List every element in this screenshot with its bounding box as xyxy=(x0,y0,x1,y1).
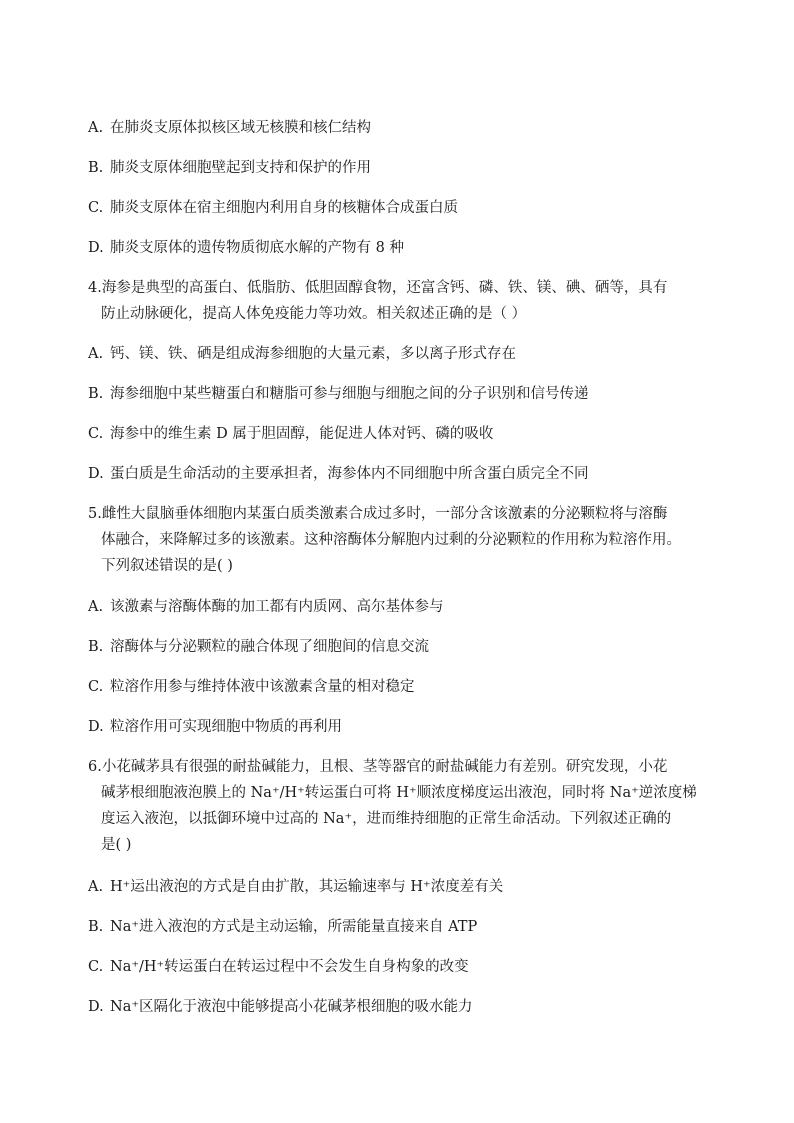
q4-stem-line2: 防止动脉硬化，提高人体免疫能力等功效。相关叙述正确的是（ ） xyxy=(101,306,527,322)
q5-option-c: C. 粒溶作用参与维持体液中该激素含量的相对稳定 xyxy=(88,679,415,695)
q3-option-d: D. 肺炎支原体的遗传物质彻底水解的产物有 8 种 xyxy=(88,240,404,256)
q4-stem-line1: 4.海参是典型的高蛋白、低脂肪、低胆固醇食物，还富含钙、磷、铁、镁、碘、硒等，具有 xyxy=(88,280,668,296)
q3-option-a: A. 在肺炎支原体拟核区域无核膜和核仁结构 xyxy=(88,120,371,136)
q4-option-c: C. 海参中的维生素 D 属于胆固醇，能促进人体对钙、磷的吸收 xyxy=(88,426,494,442)
q6-option-a: A. H⁺运出液泡的方式是自由扩散，其运输速率与 H⁺浓度差有关 xyxy=(88,879,504,895)
q5-option-a: A. 该激素与溶酶体酶的加工都有内质网、高尔基体参与 xyxy=(88,599,444,615)
q5-option-b: B. 溶酶体与分泌颗粒的融合体现了细胞间的信息交流 xyxy=(88,639,429,655)
q5-option-d: D. 粒溶作用可实现细胞中物质的再利用 xyxy=(88,719,342,735)
q6-option-c: C. Na⁺/H⁺转运蛋白在转运过程中不会发生自身构象的改变 xyxy=(88,959,469,975)
q5-stem-line1: 5.雌性大鼠脑垂体细胞内某蛋白质类激素合成过多时，一部分含该激素的分泌颗粒将与溶酶 xyxy=(88,506,668,522)
q4-option-b: B. 海参细胞中某些糖蛋白和糖脂可参与细胞与细胞之间的分子识别和信号传递 xyxy=(88,386,589,402)
q6-stem-line2: 碱茅根细胞液泡膜上的 Na⁺/H⁺转运蛋白可将 H⁺顺浓度梯度运出液泡，同时将 Na⁺逆浓度梯 xyxy=(101,785,697,801)
q3-option-b: B. 肺炎支原体细胞壁起到支持和保护的作用 xyxy=(88,160,371,176)
q5-stem-line2: 体融合，来降解过多的该激素。这种溶酶体分解胞内过剩的分泌颗粒的作用称为粒溶作用。 xyxy=(101,532,681,548)
q6-stem-line1: 6.小花碱茅具有很强的耐盐碱能力，且根、茎等器官的耐盐碱能力有差别。研究发现，小花 xyxy=(88,759,668,775)
q5-stem-line3: 下列叙述错误的是( ) xyxy=(101,558,233,574)
q4-option-a: A. 钙、镁、铁、硒是组成海参细胞的大量元素，多以离子形式存在 xyxy=(88,346,516,362)
q6-stem-line4: 是( ) xyxy=(101,837,132,853)
q4-option-d: D. 蛋白质是生命活动的主要承担者，海参体内不同细胞中所含蛋白质完全不同 xyxy=(88,466,589,482)
q6-option-d: D. Na⁺区隔化于液泡中能够提高小花碱茅根细胞的吸水能力 xyxy=(88,999,473,1015)
q6-option-b: B. Na⁺进入液泡的方式是主动运输，所需能量直接来自 ATP xyxy=(88,919,478,935)
q3-option-c: C. 肺炎支原体在宿主细胞内利用自身的核糖体合成蛋白质 xyxy=(88,200,458,216)
q6-stem-line3: 度运入液泡，以抵御环境中过高的 Na⁺，进而维持细胞的正常生命活动。下列叙述正确的 xyxy=(101,811,672,827)
